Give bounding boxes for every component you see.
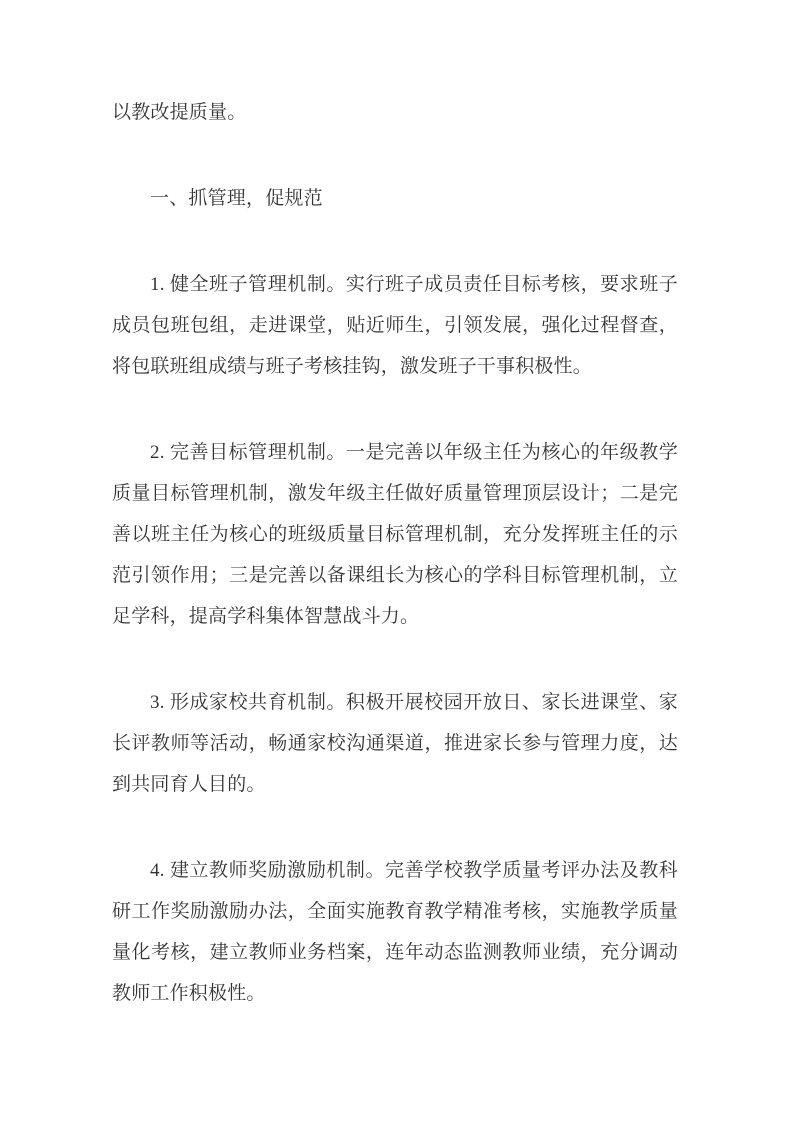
paragraph-continuation: 以教改提质量。 [112, 102, 247, 123]
paragraph-3: 3. 形成家校共育机制。积极开展校园开放日、家长进课堂、家长评教师等活动，畅通家校沟通渠道，推进家长参与管理力度，达到共同育人目的。 [112, 692, 678, 795]
paragraph-1: 1. 健全班子管理机制。实行班子成员责任目标考核，要求班子成员包班包组，走进课堂，贴近师生，引领发展，强化过程督查，将包联班组成绩与班子考核挂钩，激发班子干事积极性。 [112, 274, 678, 377]
section-heading: 一、抓管理，促规范 [150, 188, 323, 209]
paragraph-4: 4. 建立教师奖励激励机制。完善学校教学质量考评办法及教科研工作奖励激励办法，全面实施教育教学精准考核，实施教学质量量化考核，建立教师业务档案，连年动态监测教师业绩，充分调动教师工作积极性。 [112, 860, 678, 1004]
paragraph-2: 2. 完善目标管理机制。一是完善以年级主任为核心的年级教学质量目标管理机制，激发年级主任做好质量管理顶层设计；二是完善以班主任为核心的班级质量目标管理机制，充分发挥班主任的示范引领作用；三是完善以备课组长为核心的学科目标管理机制，立足学科，提高学科集体智慧战斗力。 [112, 442, 678, 627]
